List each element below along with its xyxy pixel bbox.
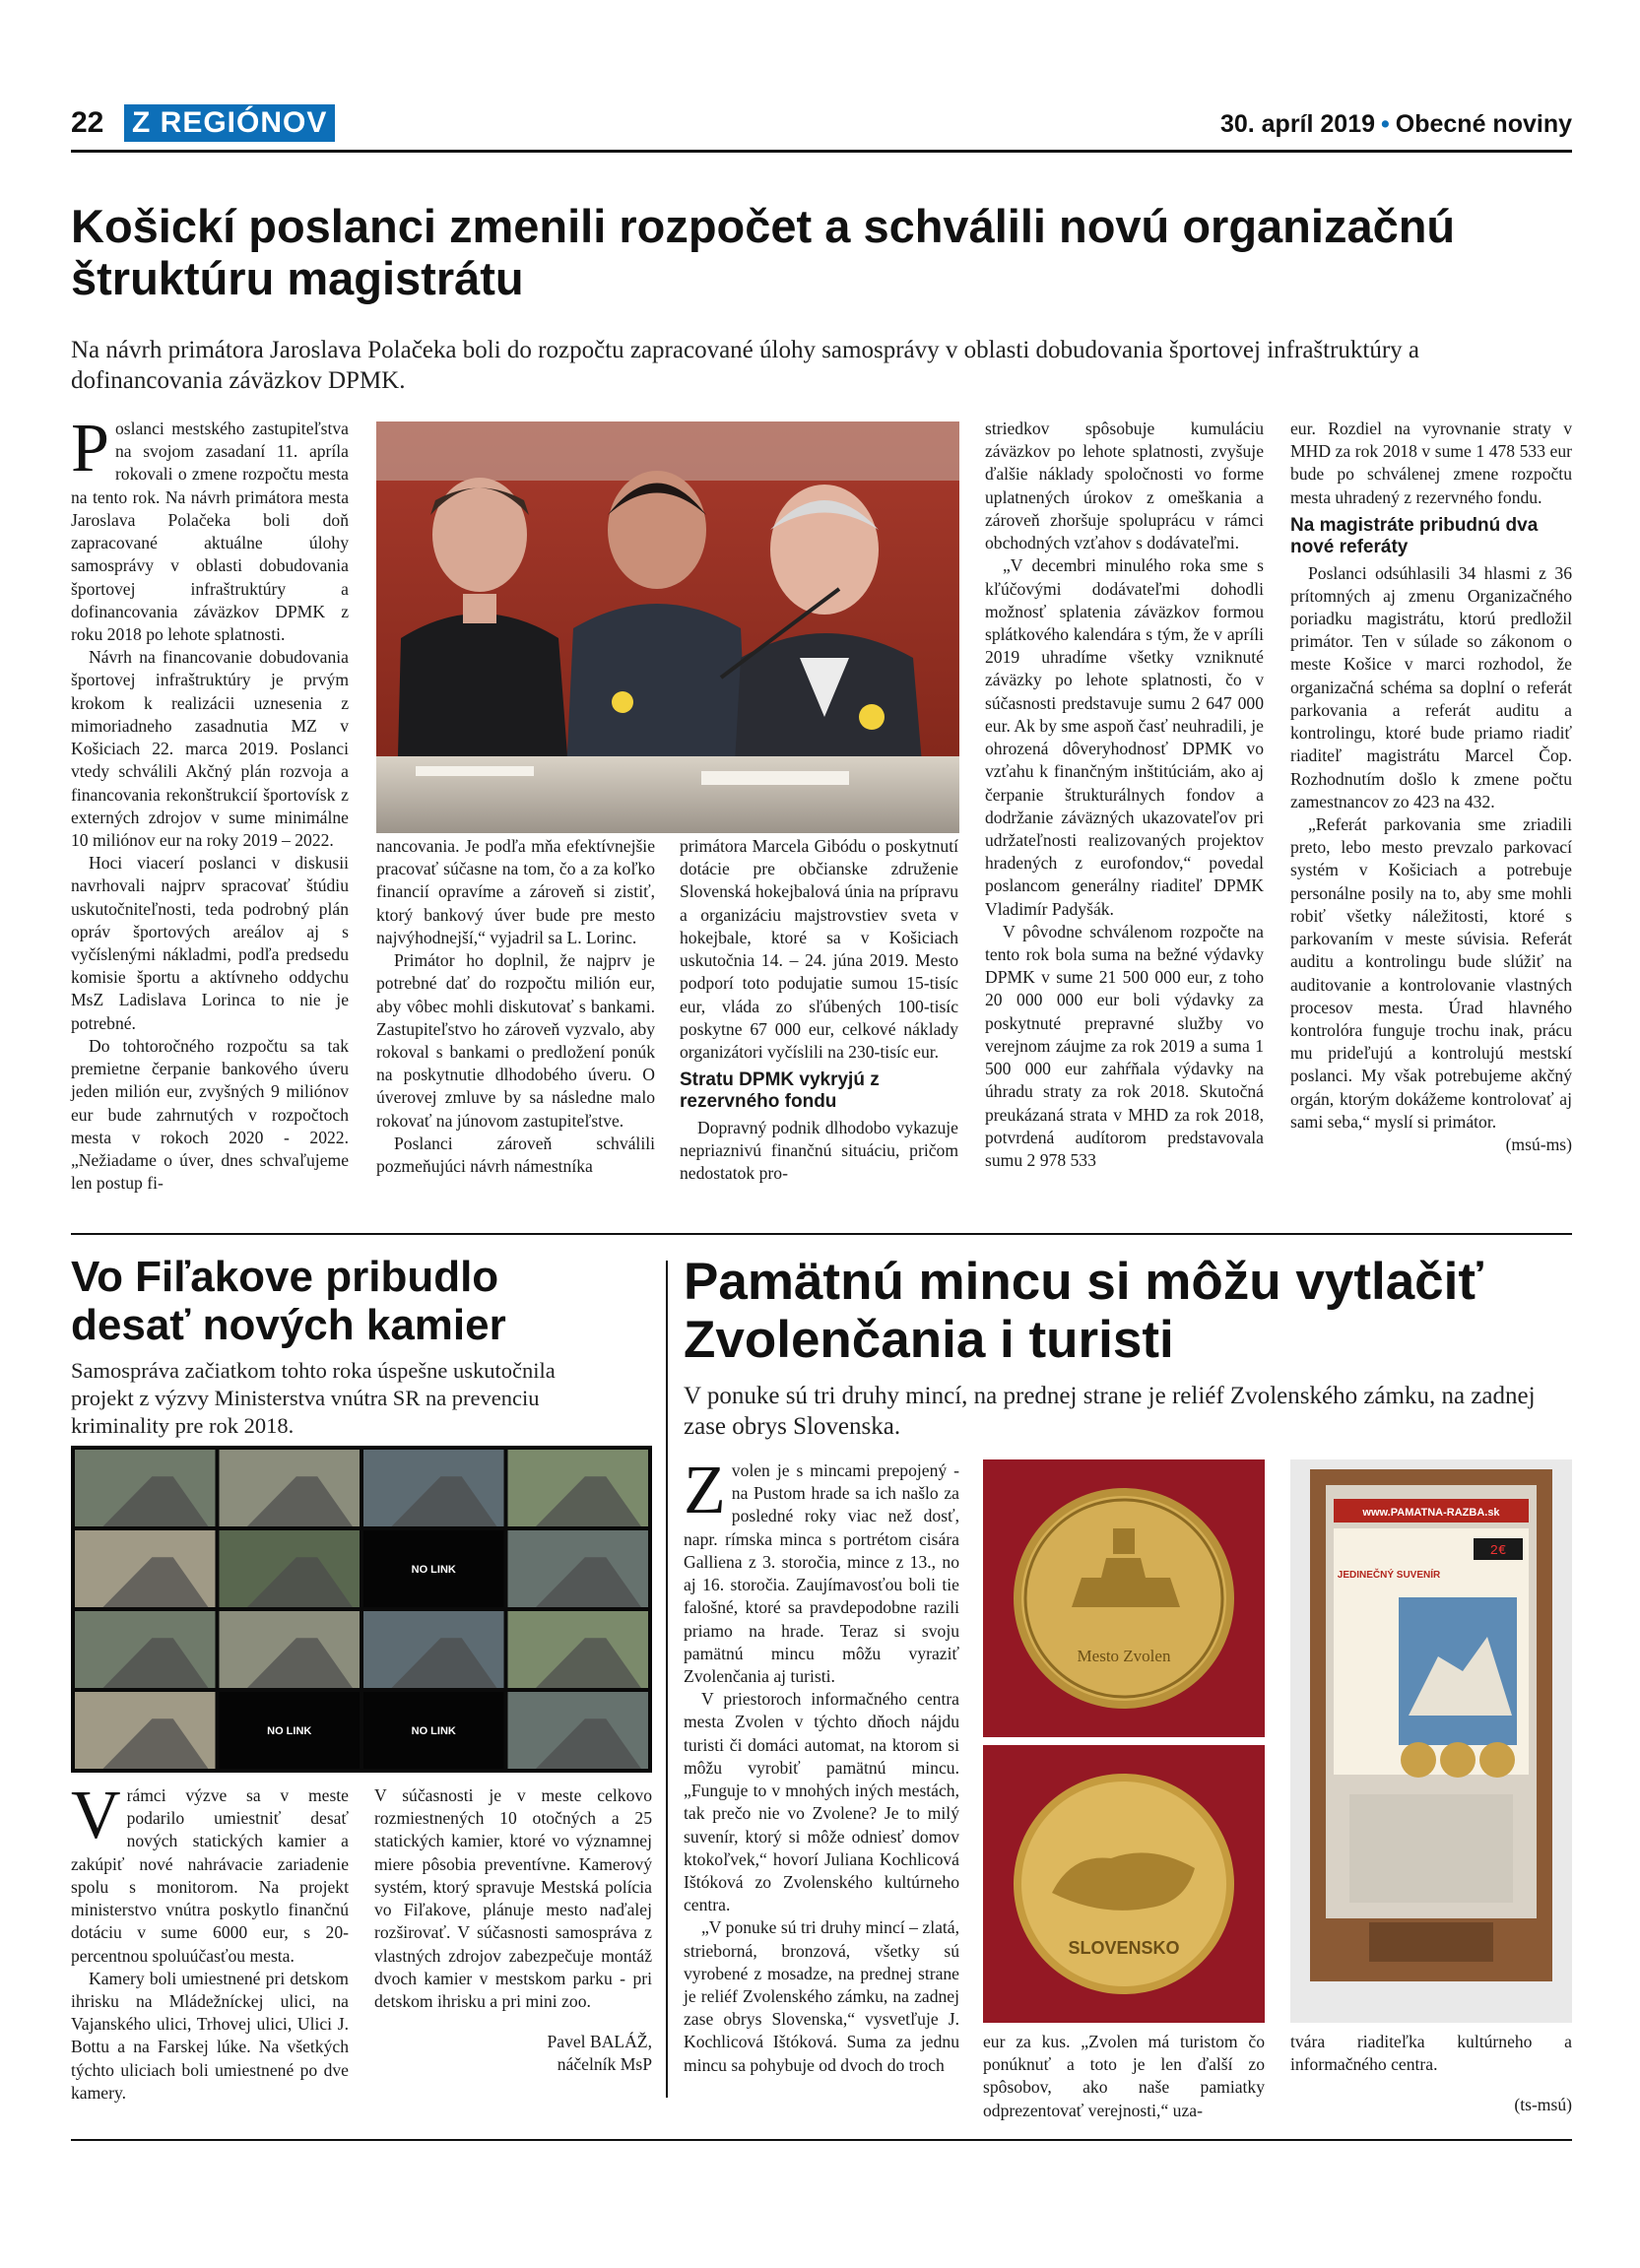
cctv-monitor-photo <box>71 1446 652 1773</box>
dropcap: V <box>71 1778 121 1853</box>
article3-signature: (ts-msú) <box>1514 2095 1572 2115</box>
issue-info <box>1220 110 1572 139</box>
paragraph: Do tohtoročného rozpočtu sa tak premietne čerpanie bankového úveru jeden milión eur, zvyšných 9 miliónov eur bude zahrnutých v rozpočtoch mesta v rokoch 2020 - 2022. „Nežiadame o úver, dnes schvaľujeme len postup fi- <box>71 1035 349 1194</box>
machine-price: 2€ <box>1489 1543 1507 1559</box>
article3-headline: Pamätnú mincu si môžu vytlačiť Zvolenčania i turisti <box>684 1253 1483 1370</box>
separator-dot: • <box>1381 110 1390 138</box>
council-photo-art <box>376 421 959 833</box>
header-rule <box>71 150 1572 153</box>
paragraph: rámci výzve sa v meste podarilo umiestniť desať nových statických kamier a zakúpiť nové nahrávacie zariadenie spolu s monitorom. Na projekt ministerstvo vnútra poskytlo finančnú dotáciu v sume 6000 eur, s 20-percentnou spoluúčasťou mesta. <box>71 1785 349 1966</box>
article1-col4 <box>985 418 1264 1172</box>
paragraph: Primátor ho doplnil, že najprv je potrebné dať do rozpočtu milión eur, aby vôbec mohli diskutovať s bankami. Zastupiteľstvo ho zároveň vyzvalo, aby rokoval s bankami o predložení ponúk na poskytnutie dlhodobého úveru. O úverovej zmluve by sa následne malo rokovať na júnovom zastupiteľstve. <box>376 950 655 1131</box>
coin-back-photo <box>983 1745 1265 2023</box>
paragraph: Poslanci odsúhlasili 34 hlasmi z 36 prítomných aj zmenu Organizačného poriadku magistrátu, ktorú predložil primátor. Ten v súlade so zákonom o meste Košice v marci rozhodol, že organizačná schéma sa doplní o referát parkovania a referát auditu a kontrolingu, ktoré bude priamo riadiť riaditeľ magistrátu Marcel Čop. Rozhodnutím došlo k zmene počtu zamestnancov zo 423 na 432. <box>1290 562 1572 811</box>
dropcap: P <box>71 411 109 486</box>
paragraph: V priestoroch informačného centra mesta Zvolen v týchto dňoch nájdu turisti či domáci automat, na ktorom si môžu vyrobiť pamätnú mincu. „Funguje to v mnohých iných mestách, tak prečo nie vo Zvolene? Je to milý suvenír, ktorý si môže odniesť domov ktokoľvek,“ hovorí Juliana Kochlicová Ištóková zo Zvolenského kultúrneho centra. <box>684 1689 959 1915</box>
paragraph: Poslanci zároveň schválili pozmeňujúci návrh námestníka <box>376 1133 655 1177</box>
no-link-label: NO LINK <box>411 1564 456 1576</box>
article1-col5 <box>1290 418 1572 1156</box>
issue-date: 30. apríl 2019 <box>1219 110 1376 138</box>
paragraph: V pôvodne schválenom rozpočte na tento rok bola suma na bežné výdavky DPMK v sume 21 500 000 eur, z toho 20 000 000 eur boli výdavky za poskytnuté prepravné služby vo verejnom záujme za rok 2019 a suma 1 500 000 eur zahŕňala výdavky na úhradu straty za rok 2018. Skutočná preukázaná strata v MHD za rok 2018, potvrdená audítorom predstavovala sumu 2 978 533 <box>985 921 1264 1170</box>
paragraph: Návrh na financovanie dobudovania športovej infraštruktúry je prvým krokom k realizácii uznesenia z mimoriadneho zasadnutia MZ v Košiciach 22. marca 2019. Poslanci vtedy schválili Akčný plán rozvoja a financovania rekonštrukcií športovísk z externých zdrojov v sume minimálne 10 miliónov eur na roky 2019 – 2022. <box>71 647 349 850</box>
publication-name: Obecné noviny <box>1395 110 1572 138</box>
article2-col2 <box>374 1784 652 2077</box>
coin-machine-art <box>1290 1459 1572 2023</box>
paragraph: eur. Rozdiel na vyrovnanie straty v MHD za rok 2018 v sume 1 478 533 eur bude po schválenej zmene rozpočtu mesta uhradený z rezervného fondu. <box>1290 419 1572 507</box>
section-label: Z REGIÓNOV <box>124 104 335 142</box>
council-session-photo <box>376 421 959 833</box>
paragraph: primátora Marcela Gibódu o poskytnutí dotácie pre občianske združenie Slovenská hokejbalová únia na prípravu a organizáciu majstrovstiev sveta v hokejbale, ktoré sa v Košiciach uskutočnia 14. – 24. júna 2019. Mesto podporí toto podujatie sumou 15-tisíc eur, vláda zo sľúbených 100-tisíc poskytne 67 000 eur, celkové náklady organizátori vyčíslili na 230-tisíc eur. <box>680 836 958 1062</box>
article1-headline: Košickí poslanci zmenili rozpočet a schválili novú organizačnú štruktúru magistrátu <box>71 200 1456 304</box>
column-separator <box>666 1261 668 2098</box>
paragraph: „V decembri minulého roka sme s kľúčovými dodávateľmi dohodli možnosť splatenia záväzkov formou splátkového kalendára s tým, že v apríli 2019 uhradíme všetky vzniknuté záväzky po lehote splatnosti, čo v súčasnosti predstavuje sumu 2 647 000 eur. Ak by sme aspoň časť neuhradili, je ohrozená dôveryhodnosť DPMK vo vzťahu k finančným inštitúciám, ako aj čerpanie štrukturálnych fondov a dodržanie záväzných ukazovateľov pri udržateľnosti realizovaných projektov hradených z eurofondov,“ povedal poslancom generálny riaditeľ DPMK Vladimír Padyšák. <box>985 555 1264 919</box>
article3-lead: V ponuke sú tri druhy mincí, na prednej strane je reliéf Zvolenského zámku, na zadnej zase obrys Slovenska. <box>684 1383 1536 1441</box>
machine-sign-text: www.PAMATNA-RAZBA.sk <box>1362 1507 1500 1519</box>
machine-label: JEDINEČNÝ SUVENÍR <box>1337 1570 1441 1581</box>
article3-col3 <box>1290 2031 1572 2117</box>
coin-front-inscription: Mesto Zvolen <box>1077 1647 1171 1665</box>
article1-lead: Na návrh primátora Jaroslava Polačeka boli do rozpočtu zapracované úlohy samosprávy v oblasti dobudovania športovej infraštruktúry a dofinancovania záväzkov DPMK. <box>71 337 1420 395</box>
paragraph: „Referát parkovania sme zriadili preto, lebo mesto prevzalo parkovací systém v Košiciach a potrebuje personálne posily na to, aby sme mohli robiť všetky náležitosti, ktoré s parkovaním v meste súvisia. Referát auditu a kontrolingu bude slúžiť na auditovanie a kontrolovanie vlastných procesov mesta. Úrad hlavného kontrolóra funguje trochu inak, prácu mu prideľujú a kontrolujú mestskí poslanci. My však potrebujeme akčný orgán, ktorým dokážeme kontrolovať aj sami seba,“ myslí si primátor. <box>1290 813 1572 1132</box>
bottom-rule <box>71 2139 1572 2141</box>
paragraph: Hoci viacerí poslanci v diskusii navrhovali najprv spracovať štúdiu uskutočniteľnosti, teda podrobný plán opráv športových areálov aj s vyčíslenými nákladmi, podľa predsedu komisie športu a aktívneho oddychu MsZ Ladislava Lorinca to nie je potrebné. <box>71 853 349 1033</box>
coin-back-inscription: SLOVENSKO <box>1068 1938 1180 1958</box>
coin-back-art <box>983 1745 1265 2023</box>
article-divider <box>71 1233 1572 1235</box>
paragraph: Kamery boli umiestnené pri detskom ihrisku na Mládežníckej ulici, na Vajanského ulici, Trhovej ulici, Ulici J. Bottu a na Farskej lúke. Na všetkých týchto uliciach boli umiestnené po dve kamery. <box>71 1968 349 2103</box>
paragraph: eur za kus. „Zvolen má turistom čo ponúknuť a toto je len ďalší zo spôsobov, ako naše pamiatky odprezentovať verejnosti,“ uza- <box>983 2032 1265 2120</box>
paragraph: striedkov spôsobuje kumuláciu záväzkov po lehote splatnosti, zvyšuje ďalšie náklady spoločnosti vo forme uplatnených úrokov z omeškania a zároveň zhoršuje spoluprácu v rámci obchodných vzťahov s dodávateľmi. <box>985 419 1264 553</box>
paragraph: tvára riaditeľka kultúrneho a informačného centra. <box>1290 2032 1572 2075</box>
paragraph: Dopravný podnik dlhodobo vykazuje nepriaznivú finančnú situáciu, pričom nedostatok pro- <box>680 1117 958 1184</box>
coin-front-art <box>983 1459 1265 1737</box>
article2-headline: Vo Fiľakove pribudlo desať nových kamier <box>71 1253 506 1350</box>
article3-col1 <box>684 1453 959 2077</box>
subheading: Stratu DPMK vykryjú z rezervného fondu <box>680 1069 880 1113</box>
cctv-grid-art <box>71 1446 652 1773</box>
coin-machine-photo <box>1290 1459 1572 2023</box>
paragraph: nancovania. Je podľa mňa efektívnejšie pracovať súčasne na tom, čo a za koľko financií opravíme a zároveň si zistiť, ktorý bankový úver bude pre mesto najvýhodnejší,“ vyjadril sa L. Lorinc. <box>376 836 655 947</box>
paragraph: volen je s mincami prepojený - na Pustom hrade sa ich našlo za posledné roky viac než dosť, napr. rímska minca s portrétom cisára Galliena z 3. storočia, mince z 13., no aj 16. storočia. Zaujímavosťou boli tie falošné, ktoré sa pravdepodobne razili priamo na hrade. Teraz si svoju pamätnú mincu môžu vyraziť Zvolenčania aj turisti. <box>684 1460 959 1686</box>
page-header <box>71 102 1572 150</box>
article1-col3 <box>680 835 958 1186</box>
article1-col2 <box>376 835 655 1178</box>
article1-col1 <box>71 411 349 1195</box>
page-number: 22 <box>71 106 104 139</box>
paragraph: V súčasnosti je v meste celkovo rozmiestnených 10 otočných a 25 statických kamier, ktoré vo významnej miere pôsobia preventívne. Kamerový systém, ktorý spravuje Mestská polícia vo Fiľakove, plánuje mesto naďalej rozširovať. V súčasnosti samospráva z vlastných zdrojov zabezpečuje montáž dvoch kamier v mestskom parku - pri detskom ihrisku a pri mini zoo. <box>374 1785 652 2011</box>
paragraph: „V ponuke sú tri druhy mincí – zlatá, strieborná, bronzová, všetky sú vyrobené z mosadze, na prednej strane je reliéf Zvolenského zámku, na zadnej zase obrys Slovenska,“ vysvetľuje J. Kochlicová Ištóková. Suma za jednu mincu sa pohybuje od dvoch do troch <box>684 1917 959 2075</box>
no-link-label: NO LINK <box>411 1725 456 1737</box>
article2-lead: Samospráva začiatkom tohto roka úspešne uskutočnila projekt z výzvy Ministerstva vnútra SR na prevenciu kriminality pre rok 2018. <box>71 1358 556 1439</box>
article1-signature: (msú-ms) <box>1505 1134 1572 1155</box>
article2-signature-name: Pavel BALÁŽ, <box>547 2032 652 2052</box>
article2-signature-role: náčelník MsP <box>557 2054 652 2075</box>
coin-front-photo <box>983 1459 1265 1737</box>
subheading: Na magistráte pribudnú dva nové referáty <box>1290 514 1539 557</box>
paragraph: oslanci mestského zastupiteľstva na svojom zasadaní 11. apríla rokovali o zmene rozpočtu mesta na tento rok. Na návrh primátora mesta Jaroslava Polačeka boli doň zapracované aktuálne úlohy samosprávy v oblasti dobudovania športovej infraštruktúry a dofinancovania záväzkov DPMK z roku 2018 po lehote splatnosti. <box>71 419 349 644</box>
article2-col1 <box>71 1778 349 2105</box>
dropcap: Z <box>684 1453 726 1528</box>
article3-col2 <box>983 2031 1265 2122</box>
no-link-label: NO LINK <box>267 1725 312 1737</box>
